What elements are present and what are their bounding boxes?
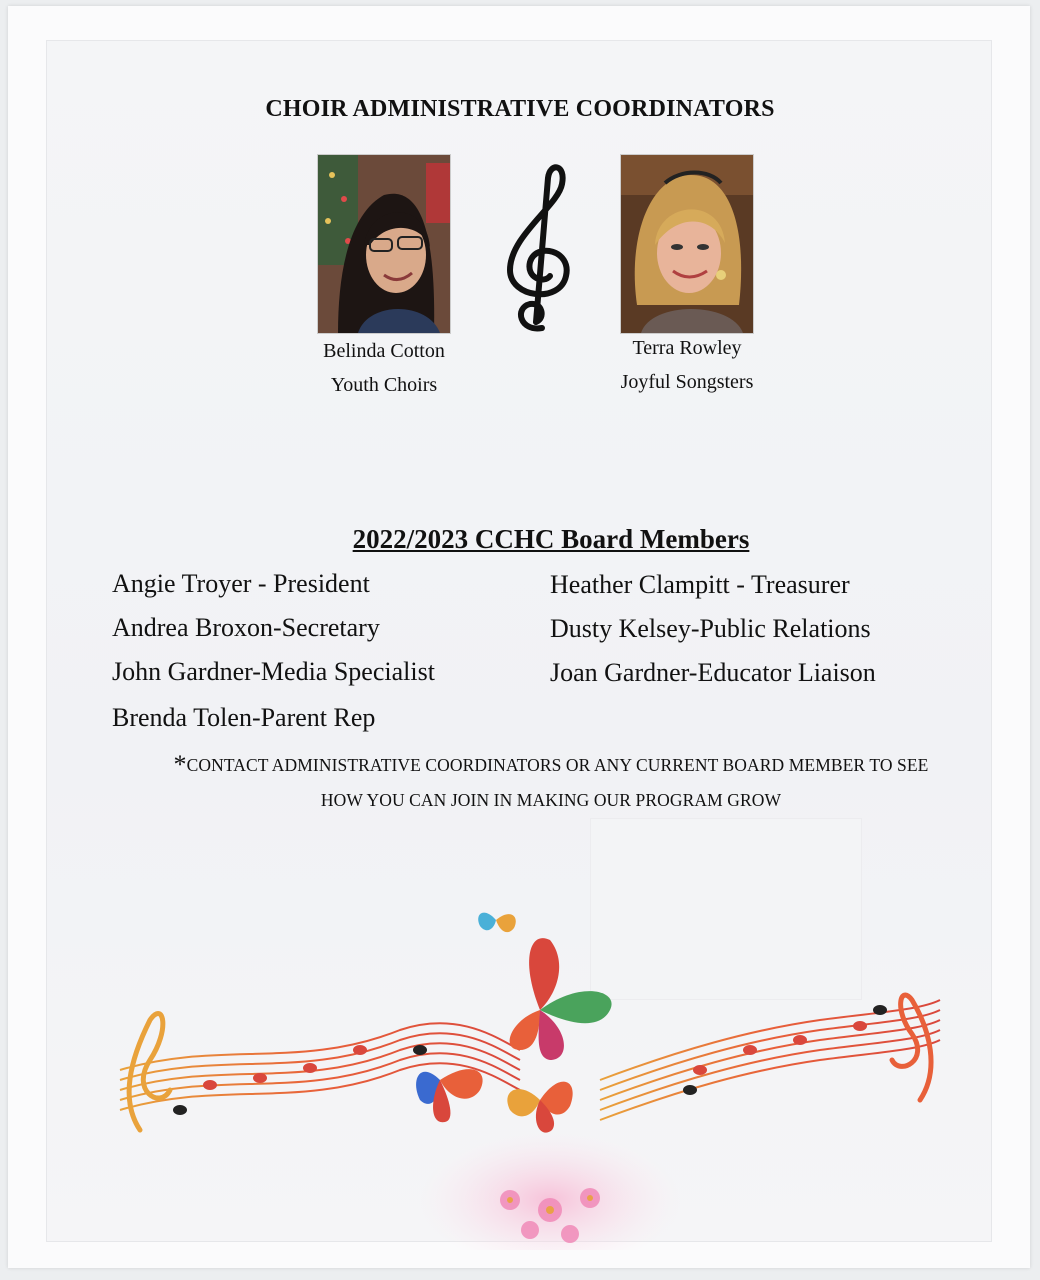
- contact-notice-line-1: [0, 750, 1040, 780]
- coordinator-2-caption: [567, 331, 807, 399]
- board-member: Angie Troyer - President: [112, 569, 370, 598]
- board-member: Brenda Tolen-Parent Rep: [112, 703, 376, 732]
- butterfly-icon: [507, 1082, 572, 1133]
- coordinators-title: CHOIR ADMINISTRATIVE COORDINATORS: [265, 96, 775, 122]
- board-member: John Gardner-Media Specialist: [112, 657, 435, 686]
- coordinator-1-caption: [264, 334, 504, 402]
- board-title: 2022/2023 CCHC Board Members: [352, 524, 750, 554]
- coordinator-2-name: Terra Rowley: [632, 337, 742, 359]
- coordinator-1-group: Youth Choirs: [330, 374, 438, 396]
- notice-asterisk: *: [173, 750, 187, 779]
- contact-notice-line-2: HOW YOU CAN JOIN IN MAKING OUR PROGRAM GROW: [320, 790, 782, 810]
- treble-clef-icon: [496, 158, 584, 340]
- board-member: Dusty Kelsey-Public Relations: [550, 614, 871, 643]
- photo-terra-rowley: [621, 155, 753, 333]
- butterfly-icon: [416, 1069, 483, 1122]
- notice-text-1: CONTACT ADMINISTRATIVE COORDINATORS OR ANY CURRENT BOARD MEMBER TO SEE: [186, 755, 929, 775]
- coordinator-2-group: Joyful Songsters: [620, 371, 754, 393]
- board-member: Andrea Broxon-Secretary: [112, 613, 380, 642]
- photo-belinda-cotton: [318, 155, 450, 333]
- butterfly-icon: [478, 913, 516, 933]
- board-member: Joan Gardner-Educator Liaison: [550, 658, 876, 687]
- coordinator-1-name: Belinda Cotton: [323, 340, 445, 362]
- board-member: Heather Clampitt - Treasurer: [550, 570, 850, 599]
- music-staff-butterflies-illustration: [100, 900, 950, 1250]
- butterfly-icon: [510, 938, 612, 1060]
